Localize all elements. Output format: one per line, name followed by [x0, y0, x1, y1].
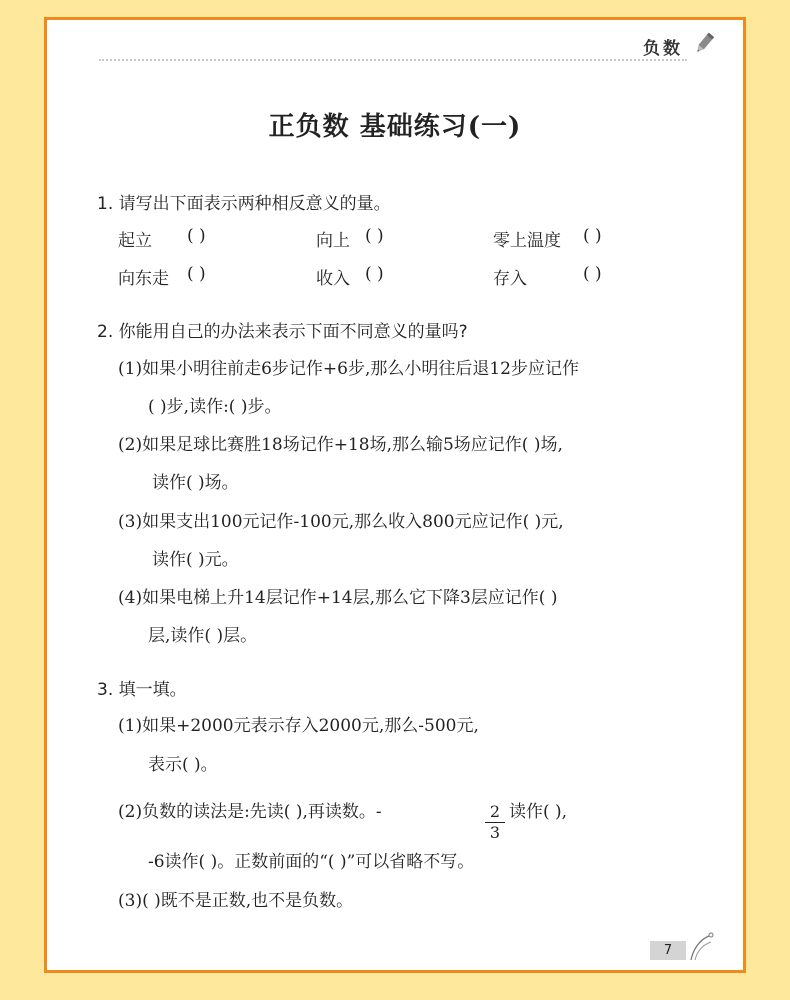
worksheet-page — [44, 17, 746, 973]
q1-item-label: 起立 — [118, 231, 152, 251]
q2-item-2-line-2[interactable]: 读作( )场。 — [152, 473, 239, 493]
q1-item-label: 收入 — [316, 269, 350, 289]
question-2-prompt: 2. 你能用自己的办法来表示下面不同意义的量吗? — [97, 322, 468, 342]
fraction-two-thirds — [485, 803, 505, 842]
q3-item-2-line-2[interactable]: -6读作( )。正数前面的“( )”可以省略不写。 — [148, 852, 475, 872]
fraction-numerator: 2 — [489, 802, 501, 821]
fraction-denominator: 3 — [489, 823, 501, 842]
q2-item-3-line-1[interactable]: (3)如果支出100元记作-100元,那么收入800元应记作( )元, — [118, 512, 564, 532]
q1-answer-blank[interactable]: ( ) — [583, 226, 602, 246]
header-divider — [99, 59, 687, 61]
q2-item-3-line-2[interactable]: 读作( )元。 — [152, 550, 239, 570]
q1-answer-blank[interactable]: ( ) — [583, 264, 602, 284]
q3-item-1-line-1: (1)如果+2000元表示存入2000元,那么-500元, — [118, 716, 479, 736]
q1-answer-blank[interactable]: ( ) — [365, 264, 384, 284]
q3-item-1-line-2[interactable]: 表示( )。 — [148, 755, 218, 775]
q2-item-4-line-2[interactable]: 层,读作( )层。 — [148, 626, 258, 646]
q1-item-label: 存入 — [493, 269, 527, 289]
swirl-decoration-icon — [687, 930, 717, 962]
q3-item-3[interactable]: (3)( )既不是正数,也不是负数。 — [118, 891, 354, 911]
pencil-icon — [693, 30, 715, 56]
question-1-prompt: 1. 请写出下面表示两种相反意义的量。 — [97, 194, 391, 214]
q3-item-2-line-1-end[interactable]: 读作( ), — [509, 802, 568, 822]
q2-item-2-line-1[interactable]: (2)如果足球比赛胜18场记作+18场,那么输5场应记作( )场, — [118, 435, 563, 455]
page-number: 7 — [650, 941, 686, 960]
q2-item-4-line-1[interactable]: (4)如果电梯上升14层记作+14层,那么它下降3层应记作( ) — [118, 588, 558, 608]
q1-answer-blank[interactable]: ( ) — [187, 264, 206, 284]
page-title: 正负数 基础练习(一) — [268, 112, 522, 142]
q1-item-label: 零上温度 — [493, 231, 561, 251]
chapter-label: 负数 — [643, 39, 683, 59]
q3-item-2-line-1[interactable]: (2)负数的读法是:先读( ),再读数。- — [118, 802, 382, 822]
q2-item-1-line-1: (1)如果小明往前走6步记作+6步,那么小明往后退12步应记作 — [118, 359, 579, 379]
q1-answer-blank[interactable]: ( ) — [187, 226, 206, 246]
q1-answer-blank[interactable]: ( ) — [365, 226, 384, 246]
q2-item-1-line-2[interactable]: ( )步,读作:( )步。 — [148, 397, 282, 417]
q1-item-label: 向上 — [316, 231, 350, 251]
q1-item-label: 向东走 — [118, 269, 169, 289]
question-3-prompt: 3. 填一填。 — [97, 680, 187, 700]
